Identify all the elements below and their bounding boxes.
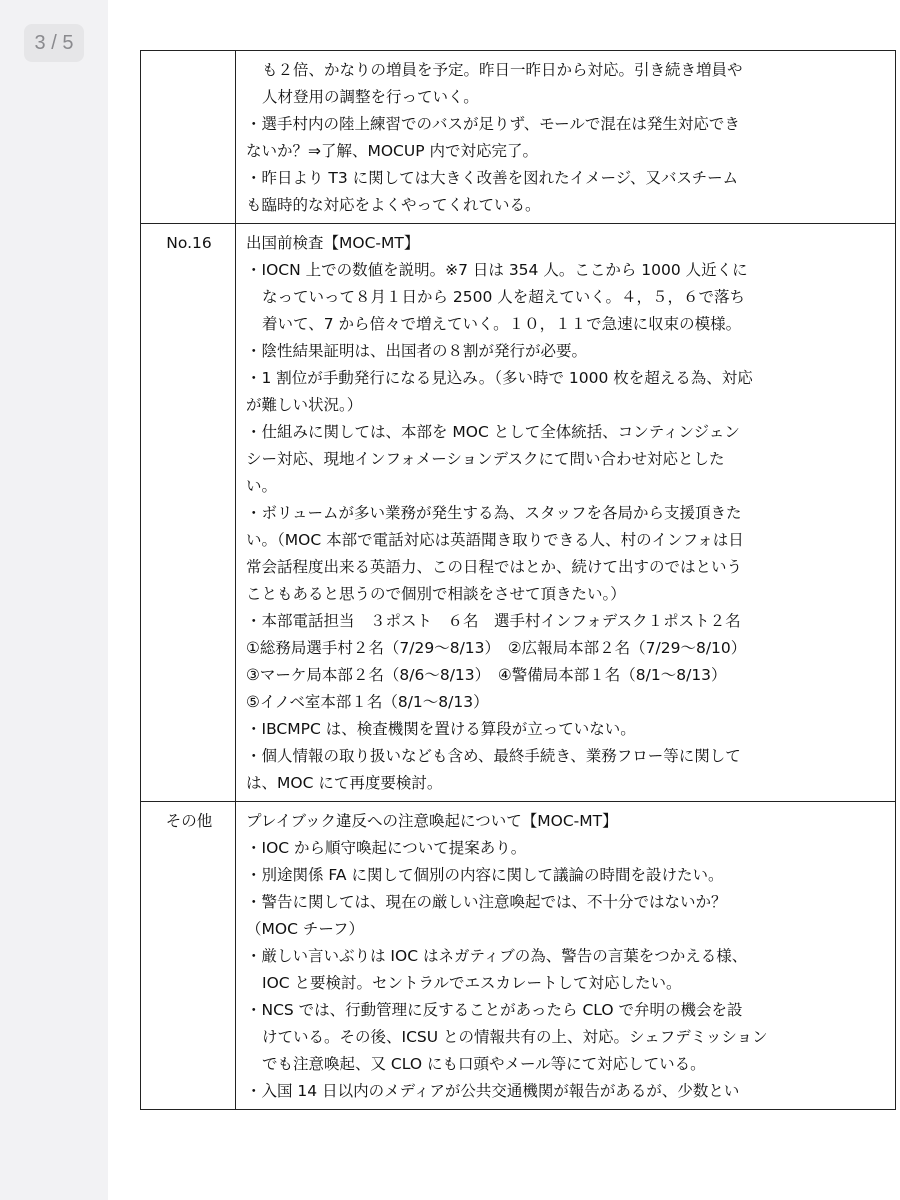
table-row bbox=[141, 224, 896, 802]
text-line: 常会話程度出来る英語力、この日程ではとか、続けて出すのではという bbox=[246, 558, 743, 576]
text-line: こともあると思うので個別で相談をさせて頂きたい。） bbox=[246, 585, 626, 603]
text-line: ・IOC から順守喚起について提案あり。 bbox=[246, 839, 527, 857]
text-line: ・仕組みに関しては、本部を MOC として全体統括、コンティンジェン bbox=[246, 423, 740, 441]
text-line: （MOC チーフ） bbox=[246, 920, 365, 938]
text-line: ・選手村内の陸上練習でのバスが足りず、モールで混在は発生対応でき bbox=[246, 115, 740, 133]
text-line: ・陰性結果証明は、出国者の８割が発行が必要。 bbox=[246, 342, 588, 360]
text-line: ・IBCMPC は、検査機関を置ける算段が立っていない。 bbox=[246, 720, 636, 738]
text-line: が難しい状況。） bbox=[246, 396, 363, 414]
text-line: も臨時的な対応をよくやってくれている。 bbox=[246, 196, 541, 214]
row-content bbox=[236, 802, 896, 1110]
text-line: ・個人情報の取り扱いなども含め、最終手続き、業務フロー等に関して bbox=[246, 747, 741, 765]
text-line: ①総務局選手村２名（7/29～8/13） ②広報局本部２名（7/29～8/10） bbox=[246, 639, 747, 657]
table-row bbox=[141, 802, 896, 1110]
text-line: ⑤イノベ室本部１名（8/1～8/13） bbox=[246, 693, 489, 711]
text-line: も２倍、かなりの増員を予定。昨日一昨日から対応。引き続き増員や bbox=[262, 61, 743, 79]
text-line: ないか？⇒了解、MOCUP 内で対応完了。 bbox=[246, 142, 539, 160]
text-line: 着いて、7 から倍々で増えていく。１０，１１で急速に収束の模様。 bbox=[262, 315, 742, 333]
agenda-title: プレイブック違反への注意喚起について【MOC-MT】 bbox=[246, 812, 618, 830]
text-line: ・入国 14 日以内のメディアが公共交通機関が報告があるが、少数とい bbox=[246, 1082, 740, 1100]
text-line: ・昨日より T3 に関しては大きく改善を図れたイメージ、又バスチーム bbox=[246, 169, 739, 187]
text-line: ・厳しい言いぶりは IOC はネガティブの為、警告の言葉をつかえる様、 bbox=[246, 947, 748, 965]
text-line: けている。その後、ICSU との情報共有の上、対応。シェフデミッション bbox=[262, 1028, 768, 1046]
text-line: なっていって８月１日から 2500 人を超えていく。４，５，６で落ち bbox=[262, 288, 745, 306]
text-line: ・NCS では、行動管理に反することがあったら CLO で弁明の機会を設 bbox=[246, 1001, 743, 1019]
text-line: ③マーケ局本部２名（8/6～8/13） ④警備局本部１名（8/1～8/13） bbox=[246, 666, 727, 684]
text-line: ・本部電話担当 ３ポスト ６名 選手村インフォデスク１ポスト２名 bbox=[246, 612, 741, 630]
text-line: ・1 割位が手動発行になる見込み。（多い時で 1000 枚を超える為、対応 bbox=[246, 369, 753, 387]
row-label: No.16 bbox=[141, 224, 236, 802]
text-line: ・別途関係 FA に関して個別の内容に関して議論の時間を設けたい。 bbox=[246, 866, 724, 884]
text-line: でも注意喚起、又 CLO にも口頭やメール等にて対応している。 bbox=[262, 1055, 706, 1073]
text-line: は、MOC にて再度要検討。 bbox=[246, 774, 443, 792]
page-indicator: 3 / 5 bbox=[24, 24, 84, 62]
row-content bbox=[236, 51, 896, 224]
text-line: 人材登用の調整を行っていく。 bbox=[262, 88, 479, 106]
text-line: い。 bbox=[246, 477, 278, 495]
row-label bbox=[141, 51, 236, 224]
row-label: その他 bbox=[141, 802, 236, 1110]
document-page bbox=[108, 0, 900, 1200]
text-line: ・IOCN 上での数値を説明。※7 日は 354 人。ここから 1000 人近くに bbox=[246, 261, 748, 279]
agenda-title: 出国前検査【MOC-MT】 bbox=[246, 234, 420, 252]
row-content bbox=[236, 224, 896, 802]
text-line: IOC と要検討。セントラルでエスカレートして対応したい。 bbox=[262, 974, 682, 992]
text-line: い。（MOC 本部で電話対応は英語聞き取りできる人、村のインフォは日 bbox=[246, 531, 744, 549]
minutes-table bbox=[140, 50, 896, 1110]
text-line: シー対応、現地インフォメーションデスクにて問い合わせ対応とした bbox=[246, 450, 725, 468]
table-row bbox=[141, 51, 896, 224]
text-line: ・警告に関しては、現在の厳しい注意喚起では、不十分ではないか？ bbox=[246, 893, 727, 911]
text-line: ・ボリュームが多い業務が発生する為、スタッフを各局から支援頂きた bbox=[246, 504, 742, 522]
